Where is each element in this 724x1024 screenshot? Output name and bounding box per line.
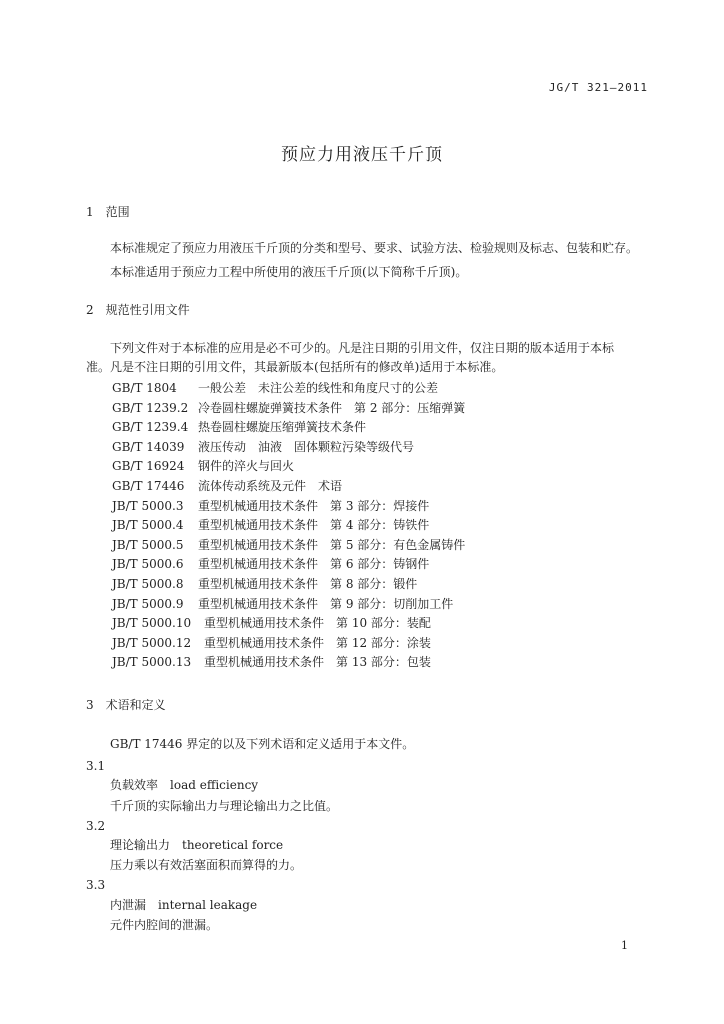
reference-title: 冷卷圆柱螺旋弹簧技术条件 第 2 部分：压缩弹簧 (198, 401, 466, 415)
section-2-heading: 2 规范性引用文件 (86, 303, 190, 317)
reference-item (112, 419, 366, 435)
reference-item (112, 478, 342, 494)
reference-title: 重型机械通用技术条件 第 10 部分：装配 (204, 616, 431, 630)
term-number: 3.2 (86, 819, 106, 833)
term-name: 内泄漏 internal leakage (110, 898, 258, 912)
reference-code: JB/T 5000.13 (112, 655, 192, 669)
reference-item (112, 615, 431, 631)
reference-item (112, 458, 294, 474)
page-number: 1 (621, 939, 628, 952)
reference-title: 重型机械通用技术条件 第 9 部分：切削加工件 (198, 597, 454, 611)
section-2-intro-line: 下列文件对于本标准的应用是必不可少的。凡是注日期的引用文件，仅注日期的版本适用于本标 (110, 341, 615, 355)
term-definition: 元件内腔间的泄漏。 (110, 918, 219, 932)
reference-code: JB/T 5000.4 (112, 518, 184, 532)
reference-code: JB/T 5000.6 (112, 557, 184, 571)
reference-code: JB/T 5000.9 (112, 597, 184, 611)
reference-item (112, 556, 429, 572)
section-1-heading: 1 范围 (86, 205, 130, 219)
term-definition: 千斤顶的实际输出力与理论输出力之比值。 (110, 799, 339, 813)
reference-item (112, 498, 429, 514)
reference-title: 重型机械通用技术条件 第 8 部分：锻件 (198, 577, 418, 591)
term-name: 负载效率 load efficiency (110, 778, 259, 792)
reference-code: GB/T 16924 (112, 459, 185, 473)
section-3-intro: GB/T 17446 界定的以及下列术语和定义适用于本文件。 (110, 737, 415, 751)
reference-code: JB/T 5000.5 (112, 538, 184, 552)
reference-title: 重型机械通用技术条件 第 4 部分：铸铁件 (198, 518, 430, 532)
document-title: 预应力用液压千斤顶 (281, 145, 443, 165)
reference-item (112, 400, 465, 416)
reference-item (112, 439, 414, 455)
reference-code: GB/T 1239.4 (112, 420, 189, 434)
reference-code: GB/T 14039 (112, 440, 185, 454)
reference-title: 重型机械通用技术条件 第 13 部分：包装 (204, 655, 431, 669)
reference-item (112, 596, 453, 612)
reference-code: GB/T 1804 (112, 381, 177, 395)
reference-title: 流体传动系统及元件 术语 (198, 479, 343, 493)
reference-title: 重型机械通用技术条件 第 12 部分：涂装 (204, 636, 431, 650)
section-2-intro-line: 准。凡是不注日期的引用文件，其最新版本(包括所有的修改单)适用于本标准。 (86, 360, 504, 374)
reference-code: GB/T 1239.2 (112, 401, 189, 415)
reference-title: 热卷圆柱螺旋压缩弹簧技术条件 (198, 420, 367, 434)
section-3-heading: 3 术语和定义 (86, 698, 166, 712)
reference-item (112, 654, 431, 670)
reference-title: 重型机械通用技术条件 第 3 部分：焊接件 (198, 499, 430, 513)
reference-item (112, 537, 465, 553)
term-name: 理论输出力 theoretical force (110, 838, 284, 852)
reference-title: 重型机械通用技术条件 第 5 部分：有色金属铸件 (198, 538, 466, 552)
reference-item (112, 635, 431, 651)
reference-title: 液压传动 油液 固体颗粒污染等级代号 (198, 440, 415, 454)
reference-code: JB/T 5000.12 (112, 636, 192, 650)
section-1-paragraph: 本标准适用于预应力工程中所使用的液压千斤顶(以下简称千斤顶)。 (110, 265, 468, 279)
reference-title: 重型机械通用技术条件 第 6 部分：铸钢件 (198, 557, 430, 571)
term-number: 3.1 (86, 759, 106, 773)
term-number: 3.3 (86, 878, 106, 892)
standard-number: JG/T 321—2011 (548, 81, 648, 94)
reference-code: GB/T 17446 (112, 479, 185, 493)
reference-item (112, 576, 417, 592)
section-1-paragraph: 本标准规定了预应力用液压千斤顶的分类和型号、要求、试验方法、检验规则及标志、包装和贮存。 (110, 241, 639, 255)
reference-title: 一般公差 未注公差的线性和角度尺寸的公差 (198, 381, 439, 395)
reference-title: 钢件的淬火与回火 (198, 459, 295, 473)
reference-code: JB/T 5000.10 (112, 616, 192, 630)
reference-item (112, 380, 438, 396)
reference-item (112, 517, 429, 533)
reference-code: JB/T 5000.3 (112, 499, 184, 513)
term-definition: 压力乘以有效活塞面积而算得的力。 (110, 858, 303, 872)
reference-code: JB/T 5000.8 (112, 577, 184, 591)
